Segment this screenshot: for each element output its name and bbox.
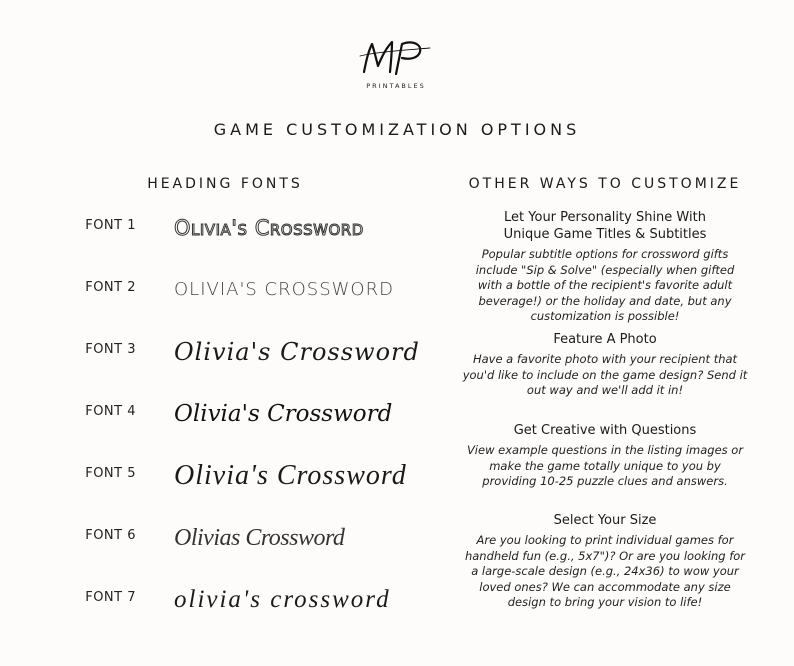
font-label: FONT 3 [85, 342, 136, 357]
option-description: Are you looking to print individual games for handheld fun (e.g., 5x7")? Or are you looking for a large-scale design (e.g., 24x36) to wow your loved ones? We can accommodate any size design to bring your vision to life! [464, 533, 746, 609]
font-label: FONT 4 [85, 404, 136, 419]
option-feature-photo [462, 331, 748, 399]
font-option-2 [70, 268, 420, 312]
option-title: Get Creative with Questions [513, 423, 697, 438]
page-title: GAME CUSTOMIZATION OPTIONS [213, 120, 581, 139]
option-select-size [462, 512, 748, 611]
font-label: FONT 7 [85, 590, 136, 605]
option-creative-questions [462, 422, 748, 490]
font-option-6 [70, 516, 420, 560]
font-sample: OLIVIA'S CROSSWORD [174, 279, 394, 300]
heading-fonts-title: HEADING FONTS [147, 176, 303, 192]
font-option-1 [70, 206, 420, 250]
logo-subtitle: PRINTABLES [366, 82, 426, 90]
font-option-3 [70, 330, 420, 374]
font-sample: Olivia's Crossword [174, 338, 420, 366]
logo [356, 36, 436, 92]
font-label: FONT 6 [85, 528, 136, 543]
font-sample: Olivia's Crossword [174, 216, 364, 240]
font-sample: Olivia's Crossword [174, 401, 393, 427]
mp-monogram-logo [356, 36, 436, 82]
font-sample: Olivias Crossword [174, 525, 345, 551]
font-label: FONT 1 [85, 218, 136, 233]
option-titles-subtitles [462, 209, 748, 325]
option-description: Popular subtitle options for crossword gifts include "Sip & Solve" (especially when gifted with a bottle of the recipient's favorite adult beverage!) or the holiday and date, but any customization is possible! [475, 247, 735, 323]
font-label: FONT 2 [85, 280, 136, 295]
option-title: Select Your Size [553, 513, 657, 528]
option-description: Have a favorite photo with your recipient that you'd like to include on the game design? Send it out way and we'll add it in! [462, 352, 748, 397]
option-title: Let Your Personality Shine With Unique Game Titles & Subtitles [503, 210, 707, 242]
font-option-4 [70, 392, 420, 436]
other-ways-title: OTHER WAYS TO CUSTOMIZE [468, 176, 742, 192]
option-description: View example questions in the listing images or make the game totally unique to you by providing 10-25 puzzle clues and answers. [466, 443, 744, 488]
option-title: Feature A Photo [553, 332, 657, 347]
font-sample: Olivia's Crossword [174, 460, 407, 491]
font-option-7 [70, 578, 420, 622]
font-label: FONT 5 [85, 466, 136, 481]
font-sample: olivia's crossword [174, 586, 391, 613]
font-option-5 [70, 454, 420, 498]
